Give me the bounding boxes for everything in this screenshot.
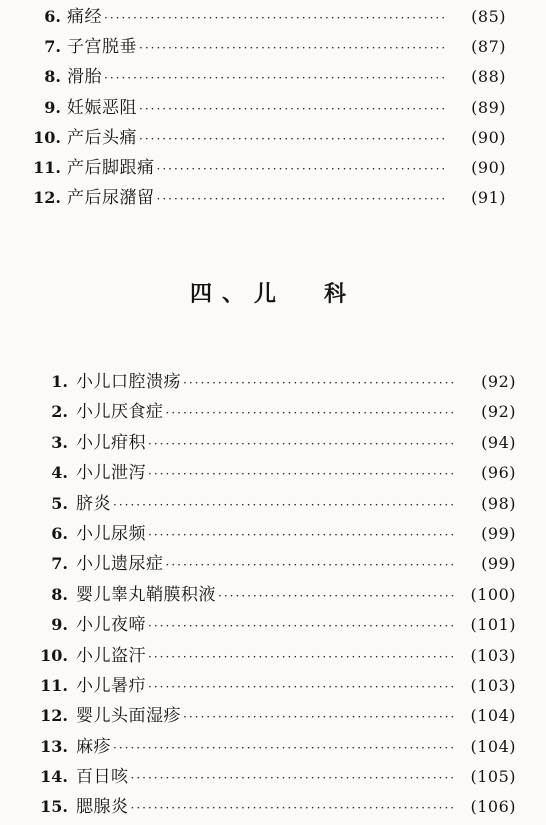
entry-title: 产后尿潴留 xyxy=(67,188,155,209)
entry-page: (85) xyxy=(471,7,506,26)
entry-number: 7. xyxy=(44,37,61,57)
toc-entry xyxy=(0,428,546,458)
entry-number: 9. xyxy=(51,615,68,635)
entry-page: (88) xyxy=(471,67,506,87)
dot-leader xyxy=(218,581,454,611)
dot-leader xyxy=(139,124,448,154)
entry-title: 小儿疳积 xyxy=(76,432,146,453)
entry-title: 小儿厌食症 xyxy=(76,402,164,423)
entry-title: 小儿夜啼 xyxy=(76,615,146,636)
entry-number: 5. xyxy=(51,493,68,513)
dot-leader xyxy=(157,154,449,184)
dot-leader xyxy=(148,611,454,641)
dot-leader xyxy=(139,94,448,124)
section-heading xyxy=(0,277,546,308)
toc-entry xyxy=(0,183,546,213)
entry-title: 婴儿睾丸鞘膜积液 xyxy=(76,584,216,605)
entry-page: (98) xyxy=(481,493,516,513)
entry-number: 9. xyxy=(44,97,61,117)
toc-entry xyxy=(0,580,546,610)
toc-entry xyxy=(0,123,546,153)
toc-list-pediatrics xyxy=(0,367,546,823)
toc-entry xyxy=(0,2,546,32)
entry-page: (94) xyxy=(481,432,516,452)
entry-number: 10. xyxy=(33,127,61,147)
dot-leader xyxy=(131,793,455,823)
entry-number: 6. xyxy=(51,523,68,543)
entry-title: 子宫脱垂 xyxy=(67,37,137,58)
entry-title: 百日咳 xyxy=(76,767,129,788)
entry-title: 腮腺炎 xyxy=(76,797,129,818)
toc-entry xyxy=(0,792,546,822)
entry-title: 小儿暑疖 xyxy=(76,675,146,696)
entry-number: 12. xyxy=(33,188,61,208)
entry-page: (100) xyxy=(470,584,516,604)
entry-title: 小儿盗汗 xyxy=(76,645,146,666)
entry-number: 7. xyxy=(51,554,68,574)
dot-leader xyxy=(183,702,454,732)
toc-entry xyxy=(0,732,546,762)
entry-number: 12. xyxy=(40,706,68,726)
toc-entry xyxy=(0,367,546,397)
toc-entry xyxy=(0,549,546,579)
entry-number: 4. xyxy=(51,463,68,483)
dot-leader xyxy=(148,520,454,550)
entry-number: 2. xyxy=(51,402,68,422)
entry-title: 小儿遗尿症 xyxy=(76,554,164,575)
toc-entry xyxy=(0,519,546,549)
entry-number: 14. xyxy=(40,767,68,787)
toc-entry xyxy=(0,62,546,92)
toc-entry xyxy=(0,671,546,701)
entry-number: 10. xyxy=(40,645,68,665)
toc-entry xyxy=(0,397,546,427)
entry-number: 11. xyxy=(33,157,61,177)
entry-title: 婴儿头面湿疹 xyxy=(76,706,181,727)
dot-leader xyxy=(148,672,454,702)
entry-page: (99) xyxy=(481,554,516,574)
dot-leader xyxy=(148,642,454,672)
toc-entry xyxy=(0,153,546,183)
dot-leader xyxy=(113,733,454,763)
toc-entry xyxy=(0,762,546,792)
entry-page: (92) xyxy=(481,372,516,391)
toc-entry xyxy=(0,458,546,488)
dot-leader xyxy=(148,459,454,489)
entry-title: 产后头痛 xyxy=(67,127,137,148)
entry-page: (101) xyxy=(470,615,516,635)
dot-leader xyxy=(183,368,454,398)
dot-leader xyxy=(166,550,455,580)
entry-number: 8. xyxy=(51,584,68,604)
entry-title: 麻疹 xyxy=(76,736,111,757)
dot-leader xyxy=(104,63,448,93)
entry-number: 3. xyxy=(51,432,68,452)
entry-number: 13. xyxy=(40,736,68,756)
entry-page: (90) xyxy=(471,127,506,147)
dot-leader xyxy=(157,184,449,214)
dot-leader xyxy=(131,763,455,793)
toc-entry xyxy=(0,610,546,640)
entry-title: 痛经 xyxy=(67,7,102,27)
entry-page: (87) xyxy=(471,37,506,57)
entry-title: 产后脚跟痛 xyxy=(67,157,155,178)
entry-page: (91) xyxy=(471,188,506,208)
entry-page: (92) xyxy=(481,402,516,422)
entry-page: (103) xyxy=(470,675,516,695)
entry-number: 8. xyxy=(44,67,61,87)
toc-entry xyxy=(0,32,546,62)
dot-leader xyxy=(113,490,454,520)
toc-entry xyxy=(0,641,546,671)
entry-page: (104) xyxy=(470,736,516,756)
entry-number: 6. xyxy=(44,7,61,26)
entry-title: 妊娠恶阻 xyxy=(67,97,137,118)
entry-page: (99) xyxy=(481,523,516,543)
entry-page: (103) xyxy=(470,645,516,665)
entry-title: 小儿尿频 xyxy=(76,523,146,544)
dot-leader xyxy=(148,429,454,459)
entry-title: 脐炎 xyxy=(76,493,111,514)
entry-page: (105) xyxy=(470,767,516,787)
toc-entry xyxy=(0,93,546,123)
toc-entry xyxy=(0,701,546,731)
entry-number: 1. xyxy=(51,372,68,391)
dot-leader xyxy=(104,3,448,33)
dot-leader xyxy=(139,33,448,63)
entry-number: 15. xyxy=(40,797,68,817)
toc-entry xyxy=(0,489,546,519)
entry-page: (96) xyxy=(481,463,516,483)
dot-leader xyxy=(166,398,455,428)
entry-title: 滑胎 xyxy=(67,67,102,88)
entry-title: 小儿泄泻 xyxy=(76,463,146,484)
entry-page: (89) xyxy=(471,97,506,117)
toc-list-gynecology xyxy=(0,2,546,213)
entry-number: 11. xyxy=(40,675,68,695)
section-heading-part1: 四、儿 xyxy=(189,281,286,307)
entry-page: (90) xyxy=(471,157,506,177)
section-heading-part2: 科 xyxy=(324,281,357,307)
entry-page: (104) xyxy=(470,706,516,726)
entry-page: (106) xyxy=(470,797,516,817)
entry-title: 小儿口腔溃疡 xyxy=(76,372,181,392)
